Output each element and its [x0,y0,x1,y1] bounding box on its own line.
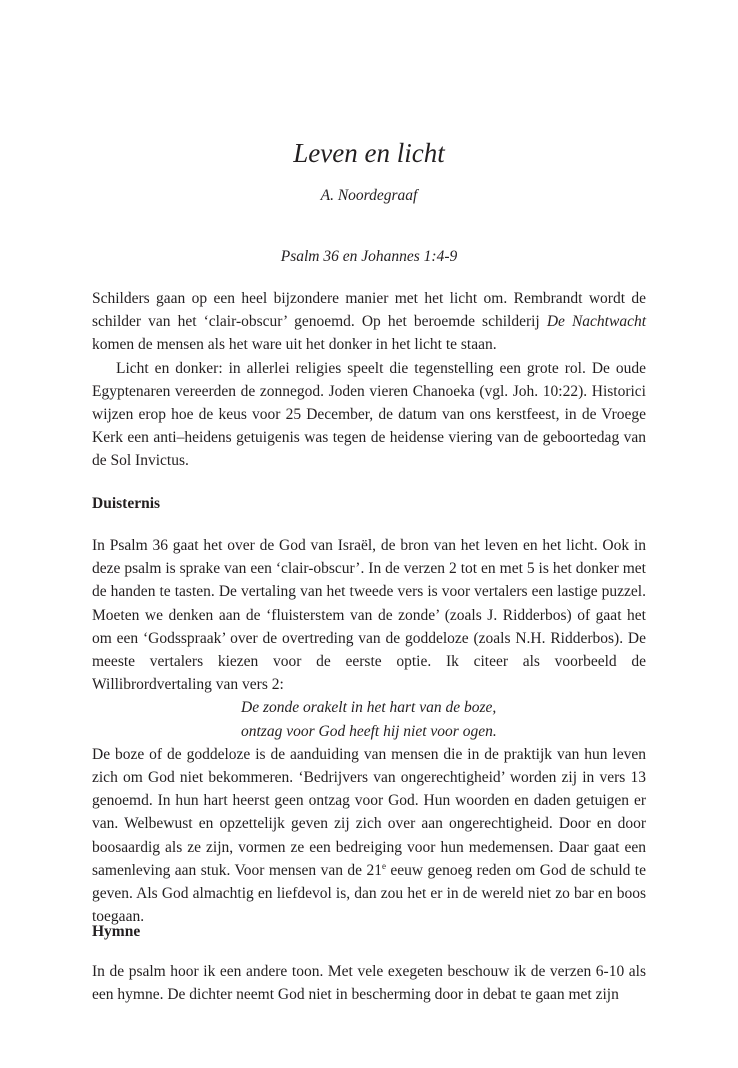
intro-p1-text-b: komen de mensen als het ware uit het donker in het licht te staan. [92,336,497,354]
duisternis-p2-text-a: De boze of de goddeloze is de aanduiding van mensen die in de praktijk van hun leven zich om God niet bekommeren. ‘Bedrijvers van ongerechtigheid’ worden zij in vers 13 genoemd. In hun hart heerst geen ontzag voor God. Hun woorden en daden getuigen er van. Welbewust en opzettelijk geven zij zich over aan ongerechtigheid. Door en door boosaardig als ze zijn, vormen ze een bedreiging voor hun medemensen. Daar gaat een samenleving aan stuk. Voor mensen van de 21 [92,745,646,879]
duisternis-paragraph-1: In Psalm 36 gaat het over de God van Israël, de bron van het leven en het licht. Ook in deze psalm is sprake van een ‘clair-obscur’. In de verzen 2 tot en met 5 is het donker met de handen te tasten. De vertaling van het tweede vers is voor vertalers een lastige puzzel. Moeten we denken aan de ‘fluisterstem van de zonde’ (zoals J. Ridderbos) of gaat het om een ‘Godsspraak’ over de overtreding van de goddeloze (zoals N.H. Ridderbos). De meeste vertalers kiezen voor de eerste optie. Ik citeer als voorbeeld de Willibrordvertaling van vers 2: [92,537,646,694]
intro-paragraph-2: Licht en donker: in allerlei religies speelt die tegenstelling een grote rol. De oude Egyptenaren vereerden de zonnegod. Joden vieren Chanoeka (vgl. Joh. 10:22). Historici wijzen erop hoe de keus voor 25 December, de datum van ons kerstfeest, in de Vroege Kerk een anti–heidens getuigenis was tegen de heidense viering van de geboortedag van de Sol Invictus. [92,359,646,470]
intro-p1-text-a: Schilders gaan op een heel bijzondere manier met het licht om. Rembrandt wordt de schilder van het ‘clair-obscur’ genoemd. Op het beroemde schilderij [92,290,646,331]
section-heading-hymne: Hymne [92,923,141,940]
intro-paragraph-1 [92,287,646,357]
section-hymne [92,960,646,1006]
quote-line-2: ontzag voor God heeft hij niet voor ogen. [241,722,497,740]
quote-line-1: De zonde orakelt in het hart van de boze, [241,699,497,717]
scripture-reading: Psalm 36 en Johannes 1:4-9 [280,248,458,265]
duisternis-p2-text-b: eeuw genoeg reden om God de schuld te geven. Als God almachtig en liefdevol is, dan zou het er in de wereld niet zo bar en boos toegaan. [92,861,646,926]
duisternis-paragraph-2 [92,743,646,929]
century-superscript: e [381,860,386,871]
article-title: Leven en licht [293,138,445,168]
article-author: A. Noordegraaf [320,187,418,204]
hymne-paragraph-1: In de psalm hoor ik een andere toon. Met vele exegeten beschouw ik de verzen 6-10 als een hymne. De dichter neemt God niet in bescherming door in debat te gaan met zijn [92,963,646,1004]
painting-title: De Nachtwacht [546,313,647,331]
section-heading-duisternis: Duisternis [92,495,161,512]
section-duisternis [92,534,646,928]
intro-section [92,287,646,473]
